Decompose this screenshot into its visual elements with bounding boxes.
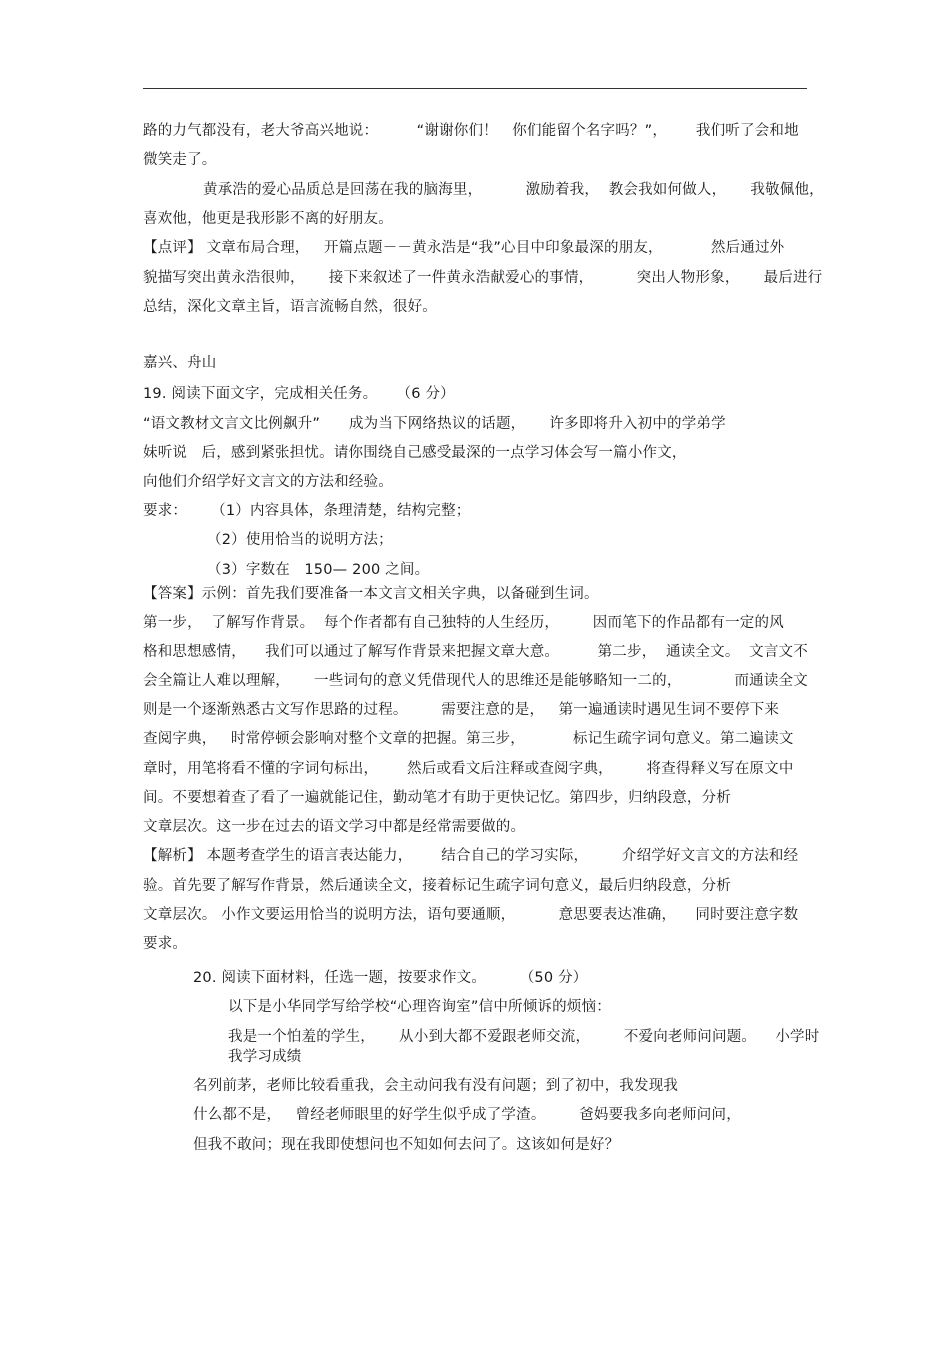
- text-line: 文章层次。 小作文要运用恰当的说明方法，语句要通顺， 意思要表达准确， 同时要注意字数: [143, 907, 799, 923]
- text-line: 路的力气都没有，老大爷高兴地说： “谢谢你们！ 你们能留个名字吗？”， 我们听了会和地: [143, 123, 799, 139]
- text-line: 但我不敢问；现在我即使想问也不知如何去问了。这该如何是好？: [193, 1137, 620, 1153]
- text-line: 我学习成绩: [228, 1049, 302, 1065]
- text-line: 嘉兴、舟山: [143, 355, 217, 371]
- text-line: 总结，深化文章主旨，语言流畅自然，很好。: [143, 299, 437, 315]
- text-line: 第一步， 了解写作背景。 每个作者都有自己独特的人生经历， 因而笔下的作品都有一定的风: [143, 615, 784, 631]
- text-line: 什么都不是， 曾经老师眼里的好学生似乎成了学渣。 爸妈要我多向老师问问，: [193, 1107, 741, 1123]
- text-line: 向他们介绍学好文言文的方法和经验。: [143, 474, 393, 490]
- text-line: 19. 阅读下面文字，完成相关任务。 （6 分）: [143, 386, 455, 402]
- text-line: 妹听说 后，感到紧张担忧。请你围绕自己感受最深的一点学习体会写一篇小作文，: [143, 445, 687, 461]
- text-line: 格和思想感情， 我们可以通过了解写作背景来把握文章大意。 第二步， 通读全文。 文言文不: [143, 644, 808, 660]
- text-line: 微笑走了。: [143, 152, 217, 168]
- text-line: 要求： （1）内容具体，条理清楚，结构完整；: [143, 503, 471, 519]
- text-line: 【点评】 文章布局合理， 开篇点题－－黄永浩是“我”心目中印象最深的朋友， 然后通过外: [143, 240, 785, 256]
- text-line: 以下是小华同学写给学校“心理咨询室”信中所倾诉的烦恼：: [228, 999, 611, 1015]
- text-line: 文章层次。这一步在过去的语文学习中都是经常需要做的。: [143, 819, 526, 835]
- header-rule: [143, 88, 807, 89]
- text-line: 我是一个怕羞的学生， 从小到大都不爱跟老师交流， 不爱向老师问问题。 小学时: [228, 1029, 820, 1045]
- text-line: 章时，用笔将看不懂的字词句标出， 然后或看文后注释或查阅字典， 将查得释义写在原文中: [143, 761, 794, 777]
- text-line: （3）字数在 150— 200 之间。: [207, 562, 430, 578]
- text-line: 【解析】 本题考查学生的语言表达能力， 结合自己的学习实际， 介绍学好文言文的方法和经: [143, 848, 799, 864]
- text-line: 20. 阅读下面材料，任选一题，按要求作文。 （50 分）: [193, 970, 588, 986]
- text-line: 间。不要想着查了看了一遍就能记住，勤动笔才有助于更快记忆。第四步，归纳段意，分析: [143, 790, 731, 806]
- text-line: 验。首先要了解写作背景，然后通读全文，接着标记生疏字词句意义，最后归纳段意，分析: [143, 878, 731, 894]
- text-line: 黄承浩的爱心品质总是回荡在我的脑海里， 激励着我， 教会我如何做人， 我敬佩他，: [203, 182, 824, 198]
- text-line: 要求。: [143, 936, 188, 952]
- text-line: “语文教材文言文比例飙升” 成为当下网络热议的话题， 许多即将升入初中的学弟学: [143, 416, 726, 432]
- text-line: 喜欢他，他更是我形影不离的好朋友。: [143, 211, 393, 227]
- text-line: 查阅字典， 时常停顿会影响对整个文章的把握。第三步， 标记生疏字词句意义。第二遍读文: [143, 731, 794, 747]
- text-line: （2）使用恰当的说明方法；: [207, 532, 393, 548]
- text-line: 名列前茅，老师比较看重我，会主动问我有没有问题；到了初中，我发现我: [193, 1078, 679, 1094]
- text-line: 【答案】示例：首先我们要准备一本文言文相关字典，以备碰到生词。: [143, 586, 599, 602]
- text-line: 貌描写突出黄永浩很帅， 接下来叙述了一件黄永浩献爱心的事情， 突出人物形象， 最后进行: [143, 270, 823, 286]
- text-line: 会全篇让人难以理解， 一些词句的意义凭借现代人的思维还是能够略知一二的， 而通读全文: [143, 673, 808, 689]
- text-line: 则是一个逐渐熟悉古文写作思路的过程。 需要注意的是， 第一遍通读时遇见生词不要停下来: [143, 702, 780, 718]
